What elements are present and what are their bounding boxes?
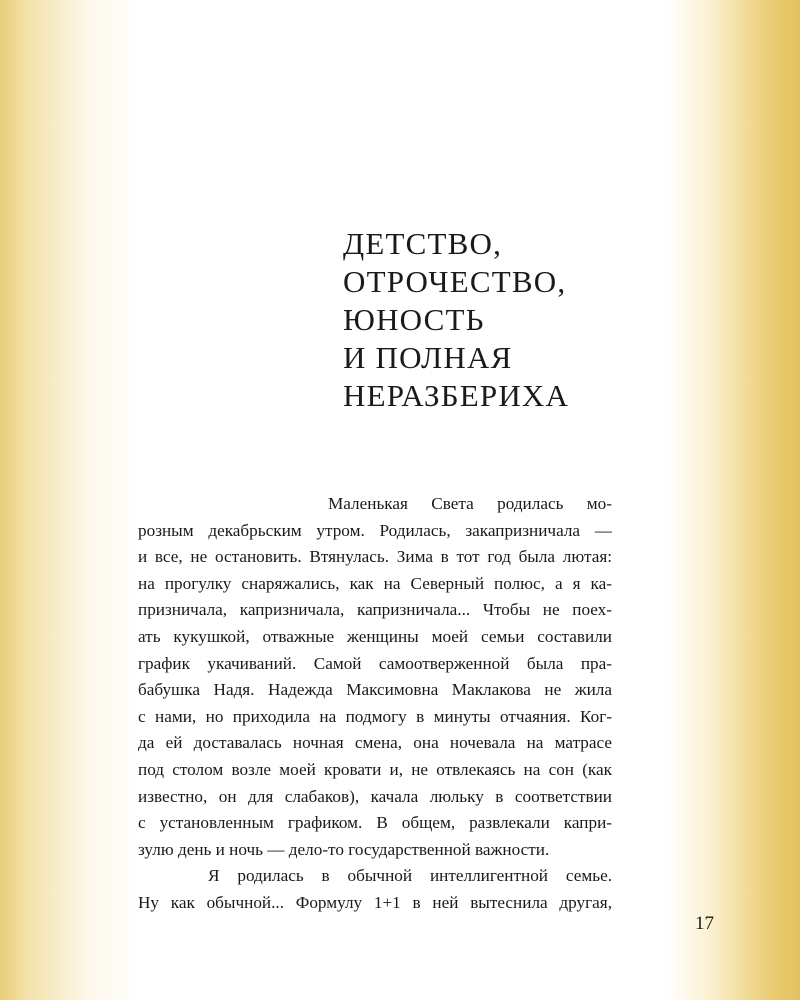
- text-line: бабушка Надя. Надежда Максимовна Маклакова не жила: [138, 680, 612, 700]
- text-line: и все, не остановить. Втянулась. Зима в тот год была лютая:: [138, 547, 612, 567]
- text-line: с нами, но приходила на подмогу в минуты отчаяния. Ког-: [138, 706, 612, 726]
- chapter-title: [343, 225, 643, 415]
- text-line: Я родилась в обычной интеллигентной семье.: [208, 866, 612, 886]
- chapter-title-line: И ПОЛНАЯ: [343, 340, 513, 375]
- chapter-title-line: НЕРАЗБЕРИХА: [343, 378, 570, 413]
- text-line: известно, он для слабаков), качала люльку в соответствии: [138, 786, 612, 806]
- text-line: график укачиваний. Самой самоотверженной была пра-: [138, 653, 612, 673]
- chapter-title-line: ЮНОСТЬ: [343, 302, 485, 337]
- text-line: да ей доставалась ночная смена, она ночевала на матрасе: [138, 733, 612, 753]
- chapter-title-line: ОТРОЧЕСТВО,: [343, 264, 567, 299]
- text-line: Ну как обычной... Формулу 1+1 в ней вытеснила другая,: [138, 892, 612, 912]
- page-number: 17: [695, 913, 714, 934]
- text-line: ать кукушкой, отважные женщины моей семьи составили: [138, 626, 612, 646]
- text-line: с установленным графиком. В общем, развлекали капри-: [138, 813, 612, 833]
- text-line: розным декабрьским утром. Родилась, закапризничала —: [138, 520, 612, 540]
- text-line: зулю день и ночь — дело-то государственной важности.: [138, 839, 550, 859]
- chapter-title-line: ДЕТСТВО,: [343, 226, 503, 261]
- text-line: на прогулку снаряжались, как на Северный полюс, а я ка-: [138, 573, 612, 593]
- text-line: призничала, капризничала, капризничала... Чтобы не поех-: [138, 600, 612, 620]
- body-text: [138, 491, 612, 917]
- text-line: под столом возле моей кровати и, не отвлекаясь на сон (как: [138, 759, 612, 779]
- text-line: Маленькая Света родилась мо-: [328, 494, 612, 513]
